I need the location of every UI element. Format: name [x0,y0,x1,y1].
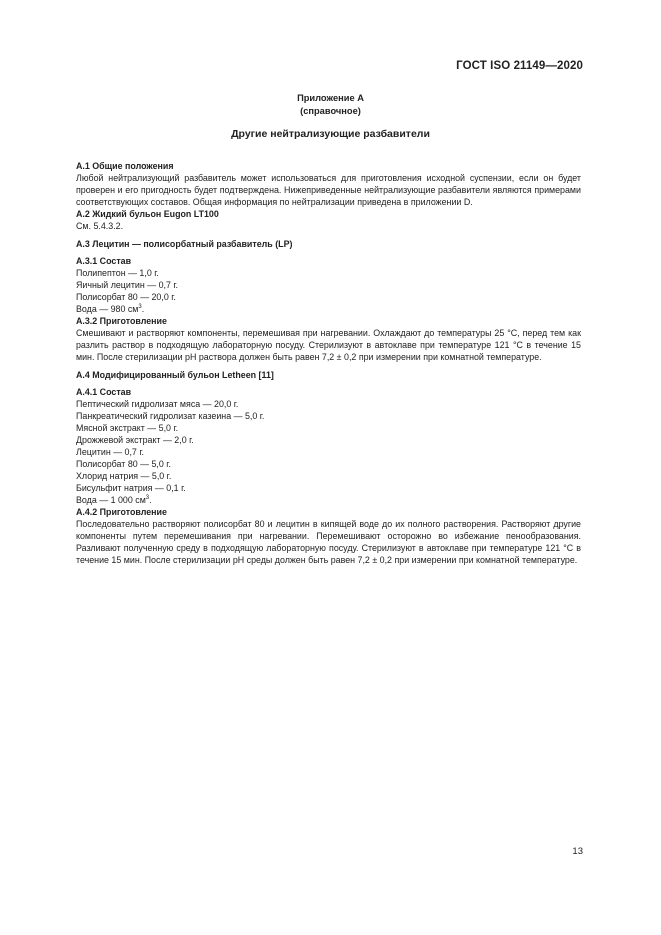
annex-label: Приложение А [297,93,364,103]
section-a4-heading: А.4 Модифицированный бульон Letheen [11] [76,370,274,380]
section-a41-heading: А.4.1 Состав [76,387,132,397]
section-a32-heading: А.3.2 Приготовление [76,316,167,326]
list-item: Дрожжевой экстракт — 2,0 г. [76,435,194,445]
section-a31-heading: А.3.1 Состав [76,256,132,266]
list-item: Лецитин — 0,7 г. [76,447,144,457]
standard-designation: ГОСТ ISO 21149—2020 [456,60,583,72]
annex-type: (справочное) [300,106,361,116]
list-item: Мясной экстракт — 5,0 г. [76,423,179,433]
list-item: Полисорбат 80 — 5,0 г. [76,459,171,469]
section-a42-heading: А.4.2 Приготовление [76,507,167,517]
list-item [76,303,581,315]
section-a32-text: Смешивают и растворяют компоненты, перемешивая при нагревании. Охлаждают до температуры 25 °C, перед тем как разлить раствор в подходящую лабораторную посуду. Стерилизуют в автоклаве при температуре 121 °C в течение 15 мин. После стерилизации рН раствора должен быть равен 7,2 ± 0,2 при измерении при комнатной температуре. [76,328,581,362]
section-a42-text: Последовательно растворяют полисорбат 80 и лецитин в кипящей воде до их полного растворения. Растворяют другие компоненты путем перемешивания при нагревании. Перемешивают осторожно во избежание пенообразования. Разливают полученную среду в подходящую лабораторную посуду. Стерилизуют в автоклаве при температуре 121 °C в течение 15 мин. После стерилизации рН среды должен быть равен 7,2 ± 0,2 при измерении при комнатной температуре. [76,519,581,565]
list-item-text: Вода — 1 000 см [76,495,146,505]
annex-content [76,160,581,566]
list-item: Бисульфит натрия — 0,1 г. [76,483,186,493]
list-item: Пептический гидролизат мяса — 20,0 г. [76,399,239,409]
punctuation: . [149,495,152,505]
annex-title: Другие нейтрализующие разбавители [231,128,430,140]
annex-header [0,92,661,118]
section-a1-text: Любой нейтрализующий разбавитель может использоваться для приготовления исходной суспензии, если он будет проверен и его пригодность будет подтверждена. Нижеприведенные нейтрализующие разбавители являются примерами соответствующих составов. Общая информация по нейтрализации приведена в приложении D. [76,173,581,207]
section-a2-text: См. 5.4.3.2. [76,221,124,231]
list-item: Панкреатический гидролизат казеина — 5,0 г. [76,411,265,421]
superscript: 3 [138,304,142,311]
punctuation: . [141,304,145,314]
list-item: Полисорбат 80 — 20,0 г. [76,292,176,302]
section-a1-heading: А.1 Общие положения [76,161,174,171]
section-a3-heading: А.3 Лецитин — полисорбатный разбавитель (LP) [76,239,293,249]
superscript: 3 [145,495,150,502]
page-number: 13 [572,846,583,857]
list-item: Яичный лецитин — 0,7 г. [76,280,178,290]
list-item-text: Вода — 980 см [76,304,139,314]
list-item: Хлорид натрия — 5,0 г. [76,471,172,481]
list-item: Полипептон — 1,0 г. [76,268,159,278]
list-item [76,494,581,506]
section-a2-heading: А.2 Жидкий бульон Eugon LT100 [76,209,219,219]
